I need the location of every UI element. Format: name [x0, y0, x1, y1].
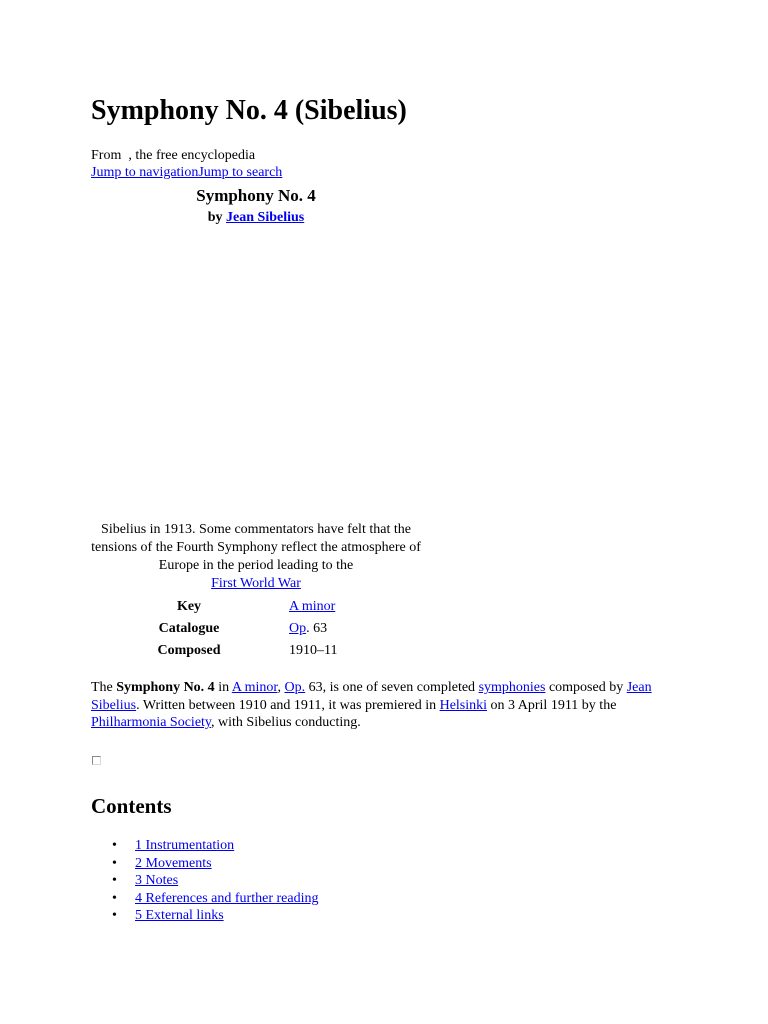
- symphonies-link[interactable]: symphonies: [478, 680, 546, 695]
- jean-sibelius-link[interactable]: Jean Sibelius: [91, 680, 652, 713]
- infobox-title: Symphony No. 4: [196, 186, 316, 205]
- table-of-contents: [91, 837, 318, 925]
- opus-link[interactable]: Op: [289, 621, 307, 636]
- intro-text: in: [214, 680, 232, 695]
- infobox-row-composed: [91, 640, 421, 662]
- infobox-label: Composed: [157, 643, 221, 658]
- bullet-icon: •: [112, 838, 117, 853]
- intro-text: on 3 April 1911 by the: [487, 697, 617, 713]
- infobox: [91, 184, 421, 658]
- intro-bold-title: Symphony No. 4: [116, 680, 215, 695]
- infobox-image: [91, 228, 421, 518]
- bullet-icon: •: [112, 873, 117, 889]
- infobox-label: Key: [176, 599, 202, 614]
- bullet-icon: •: [112, 890, 117, 906]
- intro-text: ,: [277, 680, 285, 695]
- page-title: Symphony No. 4 (Sibelius): [91, 95, 407, 126]
- from-prefix: From: [91, 148, 122, 163]
- infobox-composer-link[interactable]: Jean Sibelius: [226, 210, 305, 225]
- toc-link-movements[interactable]: 2 Movements: [135, 855, 212, 871]
- infobox-caption: [91, 521, 421, 593]
- intro-text: , with Sibelius conducting.: [211, 715, 361, 731]
- infobox-value: [287, 618, 421, 640]
- toc-link-notes[interactable]: 3 Notes: [135, 873, 179, 889]
- intro-text: 63, is one of seven completed: [305, 680, 479, 695]
- key-link[interactable]: A minor: [289, 599, 336, 614]
- toc-link-instrumentation[interactable]: 1 Instrumentation: [135, 838, 235, 853]
- intro-text: . Written between 1910 and 1911, it was premiered in: [136, 697, 440, 713]
- toc-item: [91, 855, 318, 873]
- jump-links: [91, 164, 282, 181]
- from-suffix: , the free encyclopedia: [128, 148, 256, 163]
- toc-link-external-links[interactable]: 5 External links: [135, 908, 224, 924]
- intro-paragraph: [91, 679, 681, 732]
- infobox-caption-text: Sibelius in 1913. Some commentators have felt that the tensions of the Fourth Symphony reflect the atmosphere of Europe in the period leading to the: [91, 522, 421, 573]
- a-minor-link[interactable]: A minor: [231, 680, 278, 695]
- toc-item: [91, 890, 318, 908]
- toc-item: [91, 837, 318, 855]
- contents-heading: Contents: [91, 794, 172, 818]
- infobox-table: [91, 596, 421, 662]
- infobox-label: Catalogue: [158, 621, 220, 636]
- toc-link-references[interactable]: 4 References and further reading: [135, 890, 319, 906]
- infobox-row-catalogue: [91, 618, 421, 640]
- toc-item: [91, 872, 318, 890]
- first-world-war-link[interactable]: First World War: [211, 576, 301, 591]
- infobox-value: [287, 596, 421, 618]
- jump-to-search-link[interactable]: Jump to search: [198, 165, 283, 180]
- intro-text: composed by: [545, 680, 627, 695]
- infobox-by-label: by: [207, 210, 223, 225]
- opus-number: . 63: [306, 621, 328, 636]
- toc-item: [91, 907, 318, 925]
- intro-text: The: [91, 680, 117, 695]
- site-subtitle: [91, 147, 255, 164]
- infobox-composer-line: [91, 208, 421, 228]
- bullet-icon: •: [112, 855, 117, 871]
- infobox-row-key: [91, 596, 421, 618]
- infobox-value: 1910–11: [289, 643, 338, 658]
- helsinki-link[interactable]: Helsinki: [439, 697, 488, 713]
- broken-image-icon: [92, 756, 101, 765]
- philharmonia-society-link[interactable]: Philharmonia Society: [91, 715, 212, 731]
- bullet-icon: •: [112, 908, 117, 924]
- opus-link[interactable]: Op.: [284, 680, 306, 695]
- jump-to-navigation-link[interactable]: Jump to navigation: [91, 165, 199, 180]
